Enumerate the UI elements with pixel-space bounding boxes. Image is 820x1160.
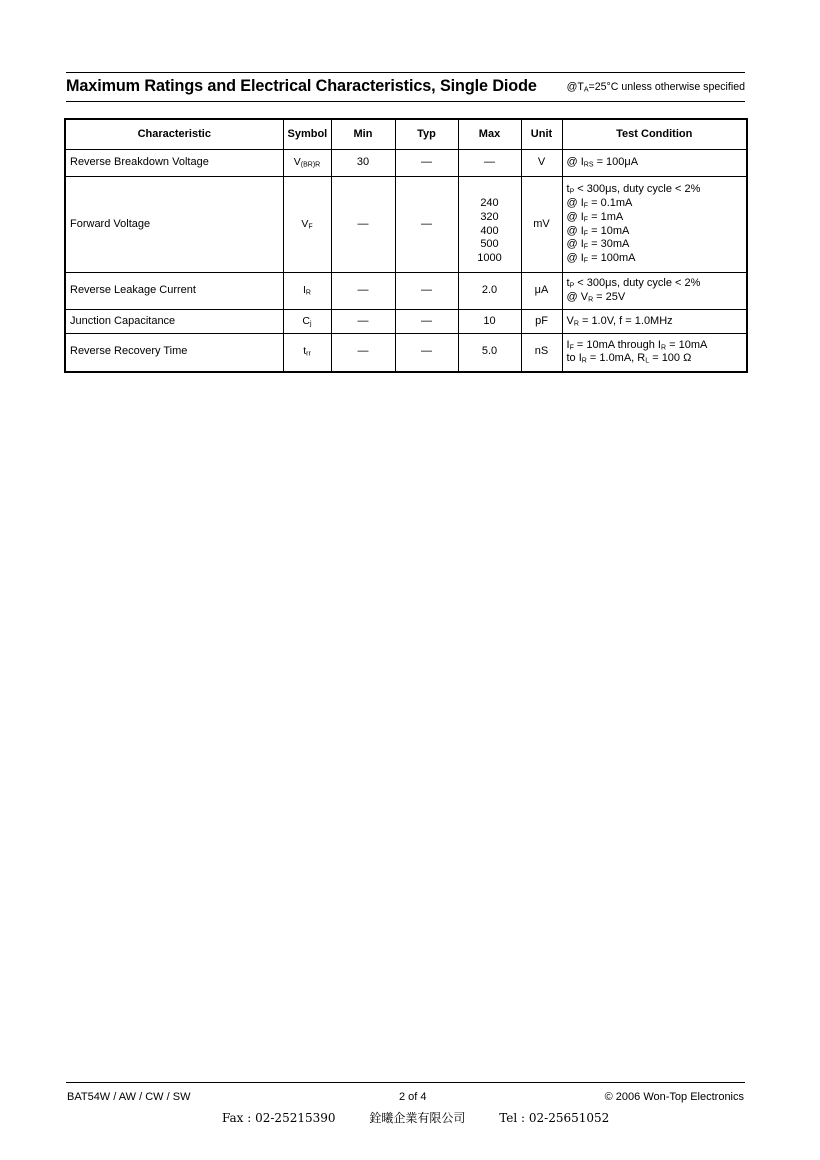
characteristic-cell: Reverse Breakdown Voltage [65,150,283,177]
symbol-cell: $t_{rr}$ [283,334,331,372]
company-name: 銓曦企業有限公司 [369,1111,466,1125]
ratings-table [64,118,748,373]
condition-suffix: =25°C unless otherwise specified [588,81,745,93]
condition-sub: A [583,86,589,94]
unit-cell: pF [521,310,562,334]
footer-page-number: 2 of 4 [399,1091,427,1103]
table-row [65,273,747,310]
typ-cell: — [395,150,458,177]
page-title: Maximum Ratings and Electrical Characteristics, Single Diode [66,77,537,95]
test-condition-cell: $V_R = 1.0V$, f = 1.0MHz [562,310,747,334]
typ-cell: — [395,334,458,372]
test-condition-cell: $t_P < 300\mu s$, duty cycle < 2% @ $V_R = 25V$ [562,273,747,310]
title-rule [66,101,745,102]
table-row [65,310,747,334]
max-cell: 5.0 [458,334,521,372]
section-header [66,77,745,99]
column-header-characteristic: Characteristic [65,119,283,150]
symbol-cell: $C_j$ [283,310,331,334]
column-header-unit: Unit [521,119,562,150]
column-header-typ: Typ [395,119,458,150]
column-header-symbol: Symbol [283,119,331,150]
symbol-cell: $I_R$ [283,273,331,310]
min-cell: — [331,334,395,372]
column-header-test-condition: Test Condition [562,119,747,150]
table-header-row [65,119,747,150]
max-cell: 10 [458,310,521,334]
contact-line [222,1109,609,1126]
typ-cell: — [395,273,458,310]
max-cell: 240 320 400 500 1000 [458,177,521,273]
column-header-min: Min [331,119,395,150]
characteristic-cell: Forward Voltage [65,177,283,273]
fax-number: Fax : 02-25215390 [222,1111,336,1125]
footer-part-numbers: BAT54W / AW / CW / SW [67,1091,191,1103]
test-condition-cell: $t_P < 300\mu s$, duty cycle < 2% @ $I_F = 0.1mA$ @ $I_F = 1mA$ @ $I_F = 10mA$ @ $I_F = 30mA$ @ $I_F = 100mA$ [562,177,747,273]
characteristic-cell: Reverse Leakage Current [65,273,283,310]
min-cell: 30 [331,150,395,177]
characteristic-cell: Reverse Recovery Time [65,334,283,372]
condition-prefix: @T [566,81,584,93]
unit-cell: V [521,150,562,177]
test-condition-cell: $I_F = 10mA$ through $I_R = 10mA$ to $I_R = 1.0mA$, $R_L = 100$ Ω [562,334,747,372]
tel-number: Tel : 02-25651052 [499,1111,610,1125]
table-row [65,334,747,372]
unit-cell: μA [521,273,562,310]
min-cell: — [331,310,395,334]
table-row [65,177,747,273]
min-cell: — [331,177,395,273]
symbol-cell: $V_F$ [283,177,331,273]
typ-cell: — [395,177,458,273]
table-row [65,150,747,177]
footer-copyright: © 2006 Won-Top Electronics [604,1091,744,1103]
symbol-cell: $V_{(BR)R}$ [283,150,331,177]
footer-rule [66,1082,745,1083]
top-rule [66,72,745,73]
column-header-max: Max [458,119,521,150]
typ-cell: — [395,310,458,334]
unit-cell: mV [521,177,562,273]
min-cell: — [331,273,395,310]
max-cell: — [458,150,521,177]
ambient-condition [567,81,745,93]
test-condition-cell: @ $I_{RS} = 100\mu A$ [562,150,747,177]
characteristic-cell: Junction Capacitance [65,310,283,334]
unit-cell: nS [521,334,562,372]
max-cell: 2.0 [458,273,521,310]
